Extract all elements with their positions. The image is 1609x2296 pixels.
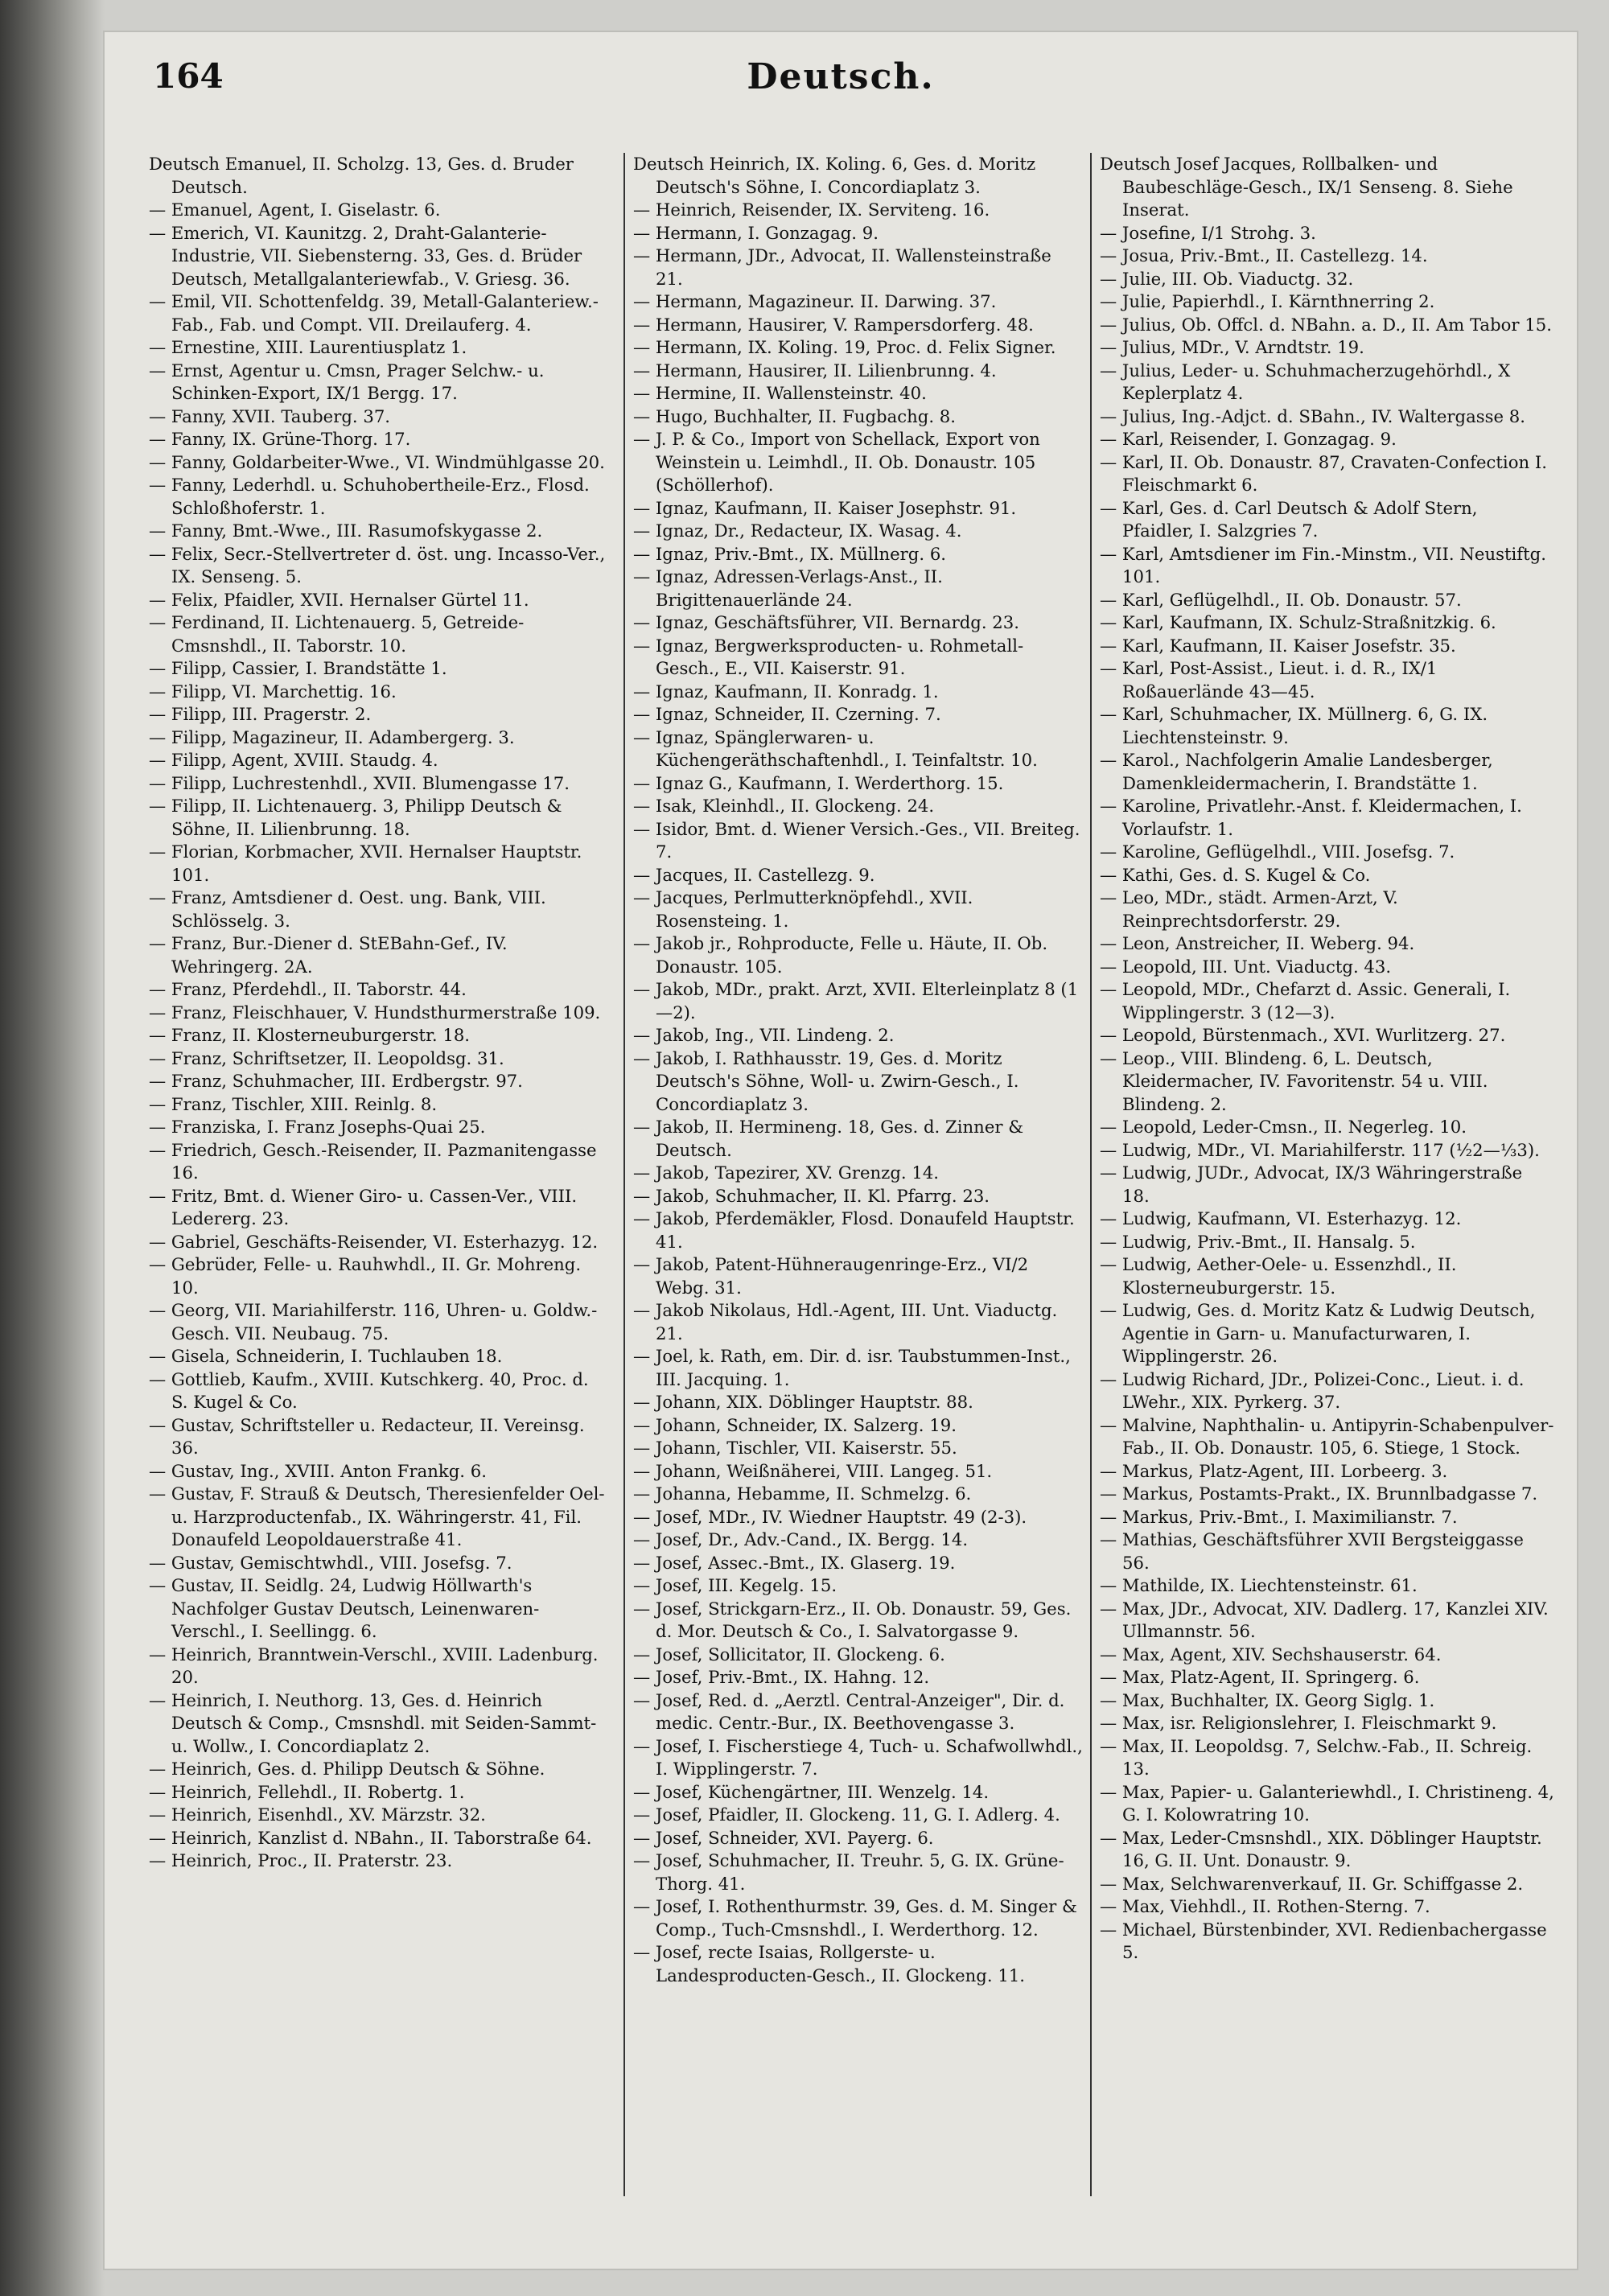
directory-entry: — Josef, I. Rothenthurmstr. 39, Ges. d. M. Singer & Comp., Tuch-Cmsnshdl., I. Werderthorg. 12. (633, 1896, 1077, 1940)
directory-entry: — Franz, Tischler, XIII. Reinlg. 8. (149, 1093, 438, 1114)
directory-entry: — Gabriel, Geschäfts-Reisender, VI. Esterhazyg. 12. (149, 1231, 599, 1252)
directory-entry: — Julius, Ob. Offcl. d. NBahn. a. D., II. Am Tabor 15. (1100, 314, 1552, 335)
directory-entry: — Josua, Priv.-Bmt., II. Castellezg. 14. (1100, 245, 1428, 265)
directory-entry: — Karl, Reisender, I. Gonzagag. 9. (1100, 429, 1397, 449)
directory-entry: — Max, Viehhdl., II. Rothen-Sterng. 7. (1100, 1896, 1430, 1916)
directory-entry: — Ignaz, Adressen-Verlags-Anst., II. Brigittenauerlände 24. (633, 566, 943, 610)
directory-entry: — Karoline, Privatlehr.-Anst. f. Kleidermachen, I. Vorlaufstr. 1. (1100, 796, 1522, 839)
directory-entry: — Hermann, Hausirer, II. Lilienbrunng. 4. (633, 360, 997, 381)
directory-entry: — Franziska, I. Franz Josephs-Quai 25. (149, 1117, 486, 1137)
directory-entry: — Max, Papier- u. Galanteriewhdl., I. Christineng. 4, G. I. Kolowratring 10. (1100, 1781, 1554, 1825)
directory-entry: — Ludwig, Ges. d. Moritz Katz & Ludwig Deutsch, Agentie in Garn- u. Manufacturwaren, I. Wipplingerstr. 26. (1100, 1300, 1536, 1366)
directory-entry: — Florian, Korbmacher, XVII. Hernalser Hauptstr. 101. (149, 841, 582, 885)
directory-entry: — Jakob Nikolaus, Hdl.-Agent, III. Unt. Viaductg. 21. (633, 1300, 1058, 1343)
directory-entry: — Hugo, Buchhalter, II. Fugbachg. 8. (633, 405, 957, 426)
directory-entry: — Ludwig Richard, JDr., Polizei-Conc., Lieut. i. d. LWehr., XIX. Pyrkerg. 37. (1100, 1368, 1525, 1412)
directory-entry: — Johann, Schneider, IX. Salzerg. 19. (633, 1414, 957, 1435)
directory-entry: — Jacques, Perlmutterknöpfehdl., XVII. Rosensteing. 1. (633, 887, 973, 931)
directory-entry: — Heinrich, Fellehdl., II. Robertg. 1. (149, 1781, 465, 1802)
directory-entry: — Karl, Kaufmann, IX. Schulz-Straßnitzkig. 6. (1100, 612, 1496, 632)
column-heading-entry: Deutsch Heinrich, IX. Koling. 6, Ges. d. Moritz Deutsch's Söhne, I. Concordiaplatz 3. (633, 154, 1036, 197)
directory-entry: — Franz, Bur.-Diener d. StEBahn-Gef., IV. Wehringerg. 2A. (149, 933, 508, 977)
directory-entry: — Leopold, III. Unt. Viaductg. 43. (1100, 956, 1392, 977)
directory-entry: — Jacques, II. Castellezg. 9. (633, 864, 875, 885)
directory-entry: — Karol., Nachfolgerin Amalie Landesberger, Damenkleidermacherin, I. Brandstätte 1. (1100, 750, 1493, 793)
directory-entry: — Ignaz, Dr., Redacteur, IX. Wasag. 4. (633, 521, 962, 541)
directory-entry: — Jakob, Tapezirer, XV. Grenzg. 14. (633, 1162, 940, 1183)
directory-entry: — Felix, Pfaidler, XVII. Hernalser Gürtel 11. (149, 589, 529, 610)
directory-entry: — Karl, Post-Assist., Lieut. i. d. R., IX/1 Roßauerlände 43—45. (1100, 658, 1438, 702)
directory-entry: — Markus, Priv.-Bmt., I. Maximilianstr. 7. (1100, 1506, 1458, 1527)
directory-entry: — Ignaz, Spänglerwaren- u. Küchengeräthschaftenhdl., I. Teinfaltstr. 10. (633, 726, 1038, 770)
directory-entry: — Ignaz, Priv.-Bmt., IX. Müllnerg. 6. (633, 543, 947, 564)
directory-entry: — Gebrüder, Felle- u. Rauhwhdl., II. Gr. Mohreng. 10. (149, 1254, 582, 1298)
directory-entry: — Heinrich, Branntwein-Verschl., XVIII. Ladenburg. 20. (149, 1644, 599, 1687)
directory-entry: — Leopold, Bürstenmach., XVI. Wurlitzerg. 27. (1100, 1025, 1506, 1045)
book-binding-shadow (0, 0, 105, 2296)
page-number: 164 (153, 56, 224, 96)
directory-entry: — Leo, MDr., städt. Armen-Arzt, V. Reinprechtsdorferstr. 29. (1100, 887, 1398, 931)
directory-entry: — Heinrich, Reisender, IX. Serviteng. 16. (633, 200, 990, 220)
directory-entry: — Heinrich, Proc., II. Praterstr. 23. (149, 1850, 453, 1870)
directory-entry: — Filipp, Agent, XVIII. Staudg. 4. (149, 750, 438, 770)
column-heading-entry: Deutsch Josef Jacques, Rollbalken- und Baubeschläge-Gesch., IX/1 Senseng. 8. Siehe Inserat. (1100, 154, 1513, 220)
directory-entry: — Johann, XIX. Döblinger Hauptstr. 88. (633, 1392, 973, 1412)
directory-entry: — Leon, Anstreicher, II. Weberg. 94. (1100, 933, 1415, 953)
directory-entry: — Julius, Ing.-Adjct. d. SBahn., IV. Waltergasse 8. (1100, 405, 1525, 426)
directory-entry: — Johann, Tischler, VII. Kaiserstr. 55. (633, 1438, 957, 1458)
directory-entry: — Filipp, Luchrestenhdl., XVII. Blumengasse 17. (149, 772, 570, 793)
directory-entry: — Hermann, Magazineur. II. Darwing. 37. (633, 291, 997, 311)
directory-entry: — Max, isr. Religionslehrer, I. Fleischmarkt 9. (1100, 1713, 1497, 1733)
directory-entry: — Josef, Assec.-Bmt., IX. Glaserg. 19. (633, 1552, 956, 1573)
page-header (153, 56, 1529, 113)
directory-entry: — Gustav, F. Strauß & Deutsch, Theresienfelder Oel- u. Harzproductenfab., IX. Währingerstr. 41, Fil. Donaufeld Leopoldauerstraße 41. (149, 1483, 605, 1549)
directory-entry: — Hermann, JDr., Advocat, II. Wallensteinstraße 21. (633, 245, 1051, 289)
directory-entry: — Josef, Dr., Adv.-Cand., IX. Bergg. 14. (633, 1529, 969, 1549)
directory-entry: — Fritz, Bmt. d. Wiener Giro- u. Cassen-Ver., VIII. Ledererg. 23. (149, 1185, 578, 1228)
directory-entry: — Ignaz G., Kaufmann, I. Werderthorg. 15. (633, 772, 1004, 793)
directory-entry: — Josef, Sollicitator, II. Glockeng. 6. (633, 1644, 945, 1664)
directory-entry: — Jakob jr., Rohproducte, Felle u. Häute, II. Ob. Donaustr. 105. (633, 933, 1048, 977)
page-title: Deutsch. (747, 56, 935, 97)
directory-entry: — Josef, Küchengärtner, III. Wenzelg. 14. (633, 1781, 990, 1802)
directory-entry: — Josef, III. Kegelg. 15. (633, 1575, 837, 1595)
directory-entry: — Emanuel, Agent, I. Giselastr. 6. (149, 200, 441, 220)
directory-entry: — Fanny, IX. Grüne-Thorg. 17. (149, 429, 411, 449)
directory-entry: — Johanna, Hebamme, II. Schmelzg. 6. (633, 1483, 972, 1504)
directory-entry: — Karl, Schuhmacher, IX. Müllnerg. 6, G. IX. Liechtensteinstr. 9. (1100, 704, 1488, 747)
directory-entry: — Max, Buchhalter, IX. Georg Siglg. 1. (1100, 1689, 1435, 1710)
directory-entry: — Georg, VII. Mariahilferstr. 116, Uhren- u. Goldw.-Gesch. VII. Neubaug. 75. (149, 1300, 598, 1343)
directory-entry: — Gottlieb, Kaufm., XVIII. Kutschkerg. 40, Proc. d. S. Kugel & Co. (149, 1368, 589, 1412)
directory-entry: — Filipp, Magazineur, II. Adambergerg. 3. (149, 726, 515, 747)
directory-entry: — Max, Agent, XIV. Sechshauserstr. 64. (1100, 1644, 1442, 1664)
directory-entry: — Jakob, II. Hermineng. 18, Ges. d. Zinner & Deutsch. (633, 1117, 1024, 1160)
directory-entry: — Karoline, Geflügelhdl., VIII. Josefsg. 7. (1100, 841, 1455, 862)
directory-entry: — Gustav, II. Seidlg. 24, Ludwig Höllwarth's Nachfolger Gustav Deutsch, Leinenwaren-Verschl., I. Seellingg. 6. (149, 1575, 540, 1641)
directory-entry: — Hermann, IX. Koling. 19, Proc. d. Felix Signer. (633, 337, 1056, 357)
directory-entry: — Josef, Pfaidler, II. Glockeng. 11, G. I. Adlerg. 4. (633, 1804, 1060, 1825)
directory-entry: — Jakob, MDr., prakt. Arzt, XVII. Elterleinplatz 8 (1—2). (633, 979, 1079, 1023)
directory-entry: — Ludwig, Kaufmann, VI. Esterhazyg. 12. (1100, 1208, 1462, 1228)
directory-entry: — Karl, Amtsdiener im Fin.-Minstm., VII. Neustiftg. 101. (1100, 543, 1546, 586)
directory-entry: — Leop., VIII. Blindeng. 6, L. Deutsch, Kleidermacher, IV. Favoritenstr. 54 u. VIII. Blindeng. 2. (1100, 1047, 1488, 1114)
directory-entry: — Mathias, Geschäftsführer XVII Bergsteiggasse 56. (1100, 1529, 1524, 1573)
directory-entry: — Franz, Pferdehdl., II. Taborstr. 44. (149, 979, 467, 999)
directory-entry: — Johann, Weißnäherei, VIII. Langeg. 51. (633, 1460, 993, 1481)
directory-entry: — Markus, Postamts-Prakt., IX. Brunnlbadgasse 7. (1100, 1483, 1538, 1504)
directory-entry: — Malvine, Naphthalin- u. Antipyrin-Schabenpulver-Fab., II. Ob. Donaustr. 105, 6. Stiege, 1 Stock. (1100, 1414, 1554, 1458)
directory-entry: — Filipp, III. Pragerstr. 2. (149, 704, 372, 724)
directory-entry: — Jakob, Schuhmacher, II. Kl. Pfarrg. 23. (633, 1185, 990, 1206)
directory-entry: — Ernestine, XIII. Laurentiusplatz 1. (149, 337, 467, 357)
directory-entry: — Ludwig, MDr., VI. Mariahilferstr. 117 (½2—⅓3). (1100, 1139, 1540, 1160)
directory-entry: — Hermann, Hausirer, V. Rampersdorferg. 48. (633, 314, 1034, 335)
directory-entry: — Franz, Schuhmacher, III. Erdbergstr. 97. (149, 1071, 523, 1091)
directory-entry: — Heinrich, I. Neuthorg. 13, Ges. d. Heinrich Deutsch & Comp., Cmsnshdl. mit Seiden-Sammt- u. Wollw., I. Concordiaplatz 2. (149, 1689, 597, 1756)
directory-entry: — Julie, Papierhdl., I. Kärnthnerring 2. (1100, 291, 1435, 311)
directory-entry: — Filipp, II. Lichtenauerg. 3, Philipp Deutsch & Söhne, II. Lilienbrunng. 18. (149, 796, 562, 839)
directory-entry: — Max, JDr., Advocat, XIV. Dadlerg. 17, Kanzlei XIV. Ullmannstr. 56. (1100, 1598, 1549, 1641)
directory-entry: — Franz, Amtsdiener d. Oest. ung. Bank, VIII. Schlösselg. 3. (149, 887, 546, 931)
directory-entry: — Julius, MDr., V. Arndtstr. 19. (1100, 337, 1364, 357)
directory-entry: — Ignaz, Geschäftsführer, VII. Bernardg. 23. (633, 612, 1019, 632)
directory-entry: — Friedrich, Gesch.-Reisender, II. Pazmanitengasse 16. (149, 1139, 597, 1183)
column-3 (1090, 153, 1554, 2196)
directory-page (105, 32, 1577, 2269)
column-1 (149, 153, 607, 1873)
column-heading-entry: Deutsch Emanuel, II. Scholzg. 13, Ges. d. Bruder Deutsch. (149, 154, 574, 197)
directory-entry: — Ludwig, JUDr., Advocat, IX/3 Währingerstraße 18. (1100, 1162, 1523, 1206)
directory-entry: — Josef, Schuhmacher, II. Treuhr. 5, G. IX. Grüne-Thorg. 41. (633, 1850, 1064, 1894)
directory-entry: — Karl, Geflügelhdl., II. Ob. Donaustr. 57. (1100, 589, 1462, 610)
directory-entry: — Kathi, Ges. d. S. Kugel & Co. (1100, 864, 1371, 885)
directory-entry: — Ernst, Agentur u. Cmsn, Prager Selchw.- u. Schinken-Export, IX/1 Bergg. 17. (149, 360, 545, 403)
directory-entry: — Josef, Strickgarn-Erz., II. Ob. Donaustr. 59, Ges. d. Mor. Deutsch & Co., I. Salvatorgasse 9. (633, 1598, 1072, 1641)
directory-entry: — Jakob, Ing., VII. Lindeng. 2. (633, 1025, 895, 1045)
directory-entry: — Ignaz, Kaufmann, II. Konradg. 1. (633, 681, 939, 702)
directory-entry: — Ignaz, Kaufmann, II. Kaiser Josephstr. 91. (633, 497, 1017, 518)
directory-entry: — Franz, Fleischhauer, V. Hundsthurmerstraße 109. (149, 1002, 601, 1023)
directory-entry: — Fanny, Lederhdl. u. Schuhobertheile-Erz., Flosd. Schloßhoferstr. 1. (149, 475, 590, 518)
directory-entry: — Isak, Kleinhdl., II. Glockeng. 24. (633, 796, 935, 816)
directory-entry: — Max, II. Leopoldsg. 7, Selchw.-Fab., II. Schreig. 13. (1100, 1735, 1533, 1779)
directory-entry: — Josef, MDr., IV. Wiedner Hauptstr. 49 (2-3). (633, 1506, 1027, 1527)
directory-entry: — Fanny, XVII. Tauberg. 37. (149, 405, 391, 426)
directory-entry: — Ignaz, Bergwerksproducten- u. Rohmetall-Gesch., E., VII. Kaiserstr. 91. (633, 635, 1024, 678)
directory-entry: — Filipp, VI. Marchettig. 16. (149, 681, 397, 702)
directory-entry: — Jakob, Patent-Hühneraugenringe-Erz., VI/2 Webg. 31. (633, 1254, 1029, 1298)
directory-entry: — Ferdinand, II. Lichtenauerg. 5, Getreide-Cmsnshdl., II. Taborstr. 10. (149, 612, 525, 656)
directory-entry: — Max, Leder-Cmsnshdl., XIX. Döblinger Hauptstr. 16, G. II. Unt. Donaustr. 9. (1100, 1827, 1542, 1870)
directory-entry: — Jakob, Pferdemäkler, Flosd. Donaufeld Hauptstr. 41. (633, 1208, 1075, 1252)
directory-entry: — Fanny, Goldarbeiter-Wwe., VI. Windmühlgasse 20. (149, 451, 605, 472)
directory-entry: — Gisela, Schneiderin, I. Tuchlauben 18. (149, 1346, 503, 1366)
directory-entry: — Heinrich, Eisenhdl., XV. Märzstr. 32. (149, 1804, 486, 1825)
directory-entry: — Ludwig, Priv.-Bmt., II. Hansalg. 5. (1100, 1231, 1416, 1252)
directory-entry: — Fanny, Bmt.-Wwe., III. Rasumofskygasse 2. (149, 521, 543, 541)
directory-entry: — Karl, II. Ob. Donaustr. 87, Cravaten-Confection I. Fleischmarkt 6. (1100, 451, 1547, 495)
directory-entry: — Julie, III. Ob. Viaductg. 32. (1100, 268, 1354, 289)
directory-entry: — Josefine, I/1 Strohg. 3. (1100, 222, 1316, 243)
directory-entry: — Gustav, Schriftsteller u. Redacteur, II. Vereinsg. 36. (149, 1414, 585, 1458)
directory-entry: — Josef, recte Isaias, Rollgerste- u. Landesproducten-Gesch., II. Glockeng. 11. (633, 1942, 1026, 1985)
directory-entry: — Heinrich, Kanzlist d. NBahn., II. Taborstraße 64. (149, 1827, 592, 1848)
directory-entry: — Karl, Ges. d. Carl Deutsch & Adolf Stern, Pfaidler, I. Salzgries 7. (1100, 497, 1478, 541)
directory-entry: — Josef, Priv.-Bmt., IX. Hahng. 12. (633, 1667, 930, 1687)
directory-entry: — J. P. & Co., Import von Schellack, Export von Weinstein u. Leimhdl., II. Ob. Donaustr. 105 (Schöllerhof). (633, 429, 1040, 495)
directory-entry: — Emerich, VI. Kaunitzg. 2, Draht-Galanterie-Industrie, VII. Siebensterng. 33, Ges. d. Brüder Deutsch, Metallgalanteriewfab., V. Griesg. 36. (149, 222, 582, 289)
directory-entry: — Josef, Red. d. „Aerztl. Central-Anzeiger", Dir. d. medic. Centr.-Bur., IX. Beethovengasse 3. (633, 1689, 1065, 1733)
directory-entry: — Mathilde, IX. Liechtensteinstr. 61. (1100, 1575, 1418, 1595)
directory-entry: — Franz, II. Klosterneuburgerstr. 18. (149, 1025, 471, 1045)
directory-entry: — Emil, VII. Schottenfeldg. 39, Metall-Galanteriew.-Fab., Fab. und Compt. VII. Dreilauferg. 4. (149, 291, 599, 335)
directory-entry: — Karl, Kaufmann, II. Kaiser Josefstr. 35. (1100, 635, 1456, 656)
directory-entry: — Gustav, Ing., XVIII. Anton Frankg. 6. (149, 1460, 487, 1481)
directory-entry: — Jakob, I. Rathhausstr. 19, Ges. d. Moritz Deutsch's Söhne, Woll- u. Zwirn-Gesch., I. Concordiaplatz 3. (633, 1047, 1019, 1114)
directory-entry: — Joel, k. Rath, em. Dir. d. isr. Taubstummen-Inst., III. Jacquing. 1. (633, 1346, 1071, 1389)
directory-entry: — Ignaz, Schneider, II. Czerning. 7. (633, 704, 941, 724)
directory-entry: — Julius, Leder- u. Schuhmacherzugehörhdl., X Keplerplatz 4. (1100, 360, 1511, 403)
directory-entry: — Leopold, Leder-Cmsn., II. Negerleg. 10. (1100, 1117, 1467, 1137)
column-2 (623, 153, 1084, 2196)
directory-entry: — Josef, Schneider, XVI. Payerg. 6. (633, 1827, 934, 1848)
directory-entry: — Hermine, II. Wallensteinstr. 40. (633, 383, 927, 403)
directory-entry: — Leopold, MDr., Chefarzt d. Assic. Generali, I. Wipplingerstr. 3 (12—3). (1100, 979, 1511, 1023)
directory-entry: — Isidor, Bmt. d. Wiener Versich.-Ges., VII. Breiteg. 7. (633, 818, 1080, 862)
directory-entry: — Markus, Platz-Agent, III. Lorbeerg. 3. (1100, 1460, 1448, 1481)
directory-entry: — Filipp, Cassier, I. Brandstätte 1. (149, 658, 447, 678)
directory-entry: — Heinrich, Ges. d. Philipp Deutsch & Söhne. (149, 1759, 545, 1779)
directory-entry: — Michael, Bürstenbinder, XVI. Redienbachergasse 5. (1100, 1919, 1547, 1962)
directory-entry: — Gustav, Gemischtwhdl., VIII. Josefsg. 7. (149, 1552, 512, 1573)
directory-entry: — Max, Platz-Agent, II. Springerg. 6. (1100, 1667, 1420, 1687)
directory-entry: — Ludwig, Aether-Oele- u. Essenzhdl., II. Klosterneuburgerstr. 15. (1100, 1254, 1457, 1298)
directory-entry: — Hermann, I. Gonzagag. 9. (633, 222, 879, 243)
directory-entry: — Josef, I. Fischerstiege 4, Tuch- u. Schafwollwhdl., I. Wipplingerstr. 7. (633, 1735, 1083, 1779)
directory-entry: — Max, Selchwarenverkauf, II. Gr. Schiffgasse 2. (1100, 1873, 1524, 1894)
directory-entry: — Felix, Secr.-Stellvertreter d. öst. ung. Incasso-Ver., IX. Senseng. 5. (149, 543, 606, 586)
directory-entry: — Franz, Schriftsetzer, II. Leopoldsg. 31. (149, 1047, 504, 1068)
